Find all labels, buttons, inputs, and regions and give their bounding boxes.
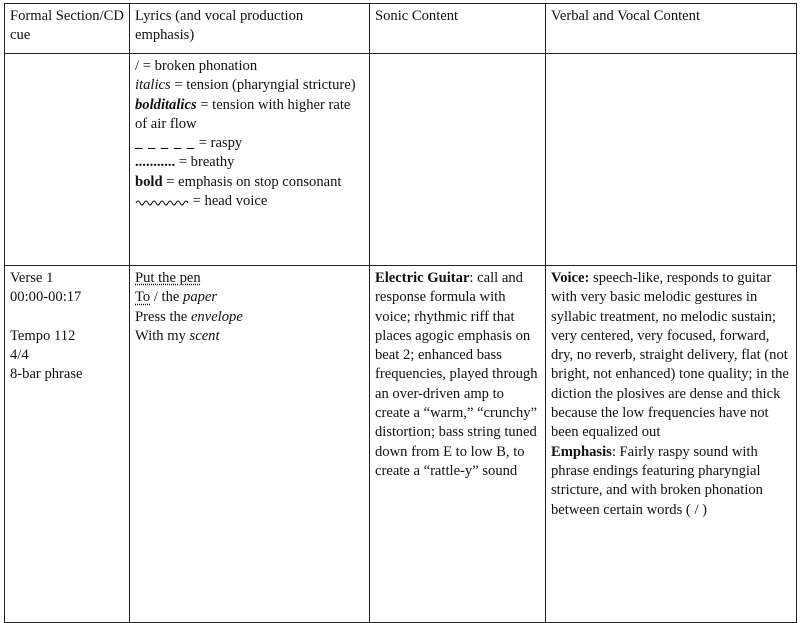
italics-desc: = tension (pharyngial stricture) [170,77,356,94]
legend-broken-phonation [135,57,365,76]
verse-sonic-cell [370,266,546,623]
header-sonic-content: Sonic Content [370,4,546,54]
bolditalics-desc: = tension with higher rate of air flow [135,96,351,132]
emphasis-text: : Fairly raspy sound with phrase endings featuring pharyngial stricture, and with broken phonation between certain words ( / ) [551,443,763,518]
slash-desc: = broken phonation [139,58,258,74]
legend-raspy [135,134,365,153]
lyric-paper: paper [183,289,218,306]
lyric-line-1: Put the pen [135,270,201,286]
lyric-to: To [135,289,151,306]
legend-tension [135,76,365,95]
section-time: 00:00-00:17 [10,289,82,306]
legend-empty-cell-1 [5,54,130,266]
header-formal-section: Formal Section/CD cue [5,4,130,54]
verse-row [5,266,797,623]
bold-desc: = emphasis on stop consonant [162,173,342,190]
legend-cell [130,54,370,266]
wavy-line-icon [135,198,189,206]
header-row [5,4,797,54]
sonic-text: : call and response formula with voice; rhythmic riff that places agogic emphasis on beat 2; enhanced bass frequencies, played through an over-driven amp to create a “warm,” “crunchy” distortion; bass string tuned down from E to low B, to create a “rattle-y” sound [375,270,538,479]
dashes-desc: = raspy [195,135,243,152]
analysis-table [4,3,797,623]
verse-section-cell [5,266,130,623]
slash-symbol: / [135,58,140,74]
legend-breathy [135,153,365,172]
verse-vocal-cell [546,266,797,623]
meter: 4/4 [10,346,29,363]
dots-symbol: ........... [135,154,176,171]
lyric-line-3: Press the envelope [135,308,243,325]
legend-head-voice [135,192,365,211]
legend-empty-cell-3 [370,54,546,266]
legend-tension-airflow [135,96,365,135]
dashes-symbol: _ _ _ _ _ [135,135,196,152]
bold-word: bold [135,173,163,190]
italics-word: italics [135,77,171,94]
emphasis-label: Emphasis [551,443,612,460]
lyric-line-4: With my scent [135,327,220,344]
lyric-scent: scent [189,327,220,344]
header-verbal-vocal: Verbal and Vocal Content [546,4,797,54]
lyric-envelope: envelope [190,308,243,325]
phrase-length: 8-bar phrase [10,366,83,383]
sonic-label: Electric Guitar [375,270,470,286]
tempo: Tempo 112 [10,327,76,344]
section-name: Verse 1 [10,270,54,286]
voice-label: Voice: [551,270,590,286]
voice-text: speech-like, responds to guitar with very basic melodic gestures in syllabic treatment, no melodic sustain; very centered, very focused, forward, dry, no reverb, straight delivery, flat (not bright, not enhanced) tone quality; in the diction the plosives are dense and thick because the low frequencies have not been equalized out [551,270,789,441]
head-voice-desc: = head voice [189,193,268,210]
legend-stop-consonant [135,173,365,192]
header-lyrics: Lyrics (and vocal production emphasis) [130,4,370,54]
lyric-line-2: To / the paper [135,289,218,306]
verse-lyrics-cell [130,266,370,623]
dots-desc: = breathy [175,154,235,171]
legend-empty-cell-4 [546,54,797,266]
legend-row [5,54,797,266]
bolditalics-word: bolditalics [135,96,197,113]
